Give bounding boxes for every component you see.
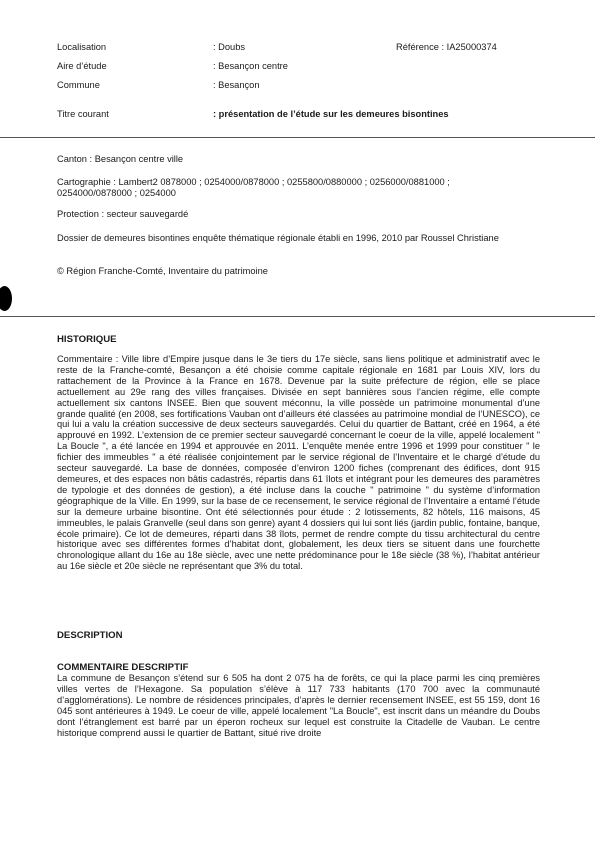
punch-hole [0, 286, 12, 311]
header-divider [0, 137, 595, 138]
cartographie-line: Cartographie : Lambert2 0878000 ; 0254000/0878000 ; 0255800/0880000 ; 0256000/0881000 ; 0254000/0878000 ; 0254000 [57, 177, 450, 198]
titre-courant-value: : présentation de l’étude sur les demeures bisontines [213, 109, 449, 119]
localisation-value: : Doubs [213, 42, 246, 52]
reference-number: Référence : IA25000374 [396, 42, 497, 52]
commune-value: : Besançon [213, 80, 260, 90]
copyright-line: © Région Franche-Comté, Inventaire du patrimoine [57, 266, 268, 276]
dossier-line: Dossier de demeures bisontines enquête thématique régionale établi en 1996, 2010 par Roussel Christiane [57, 233, 499, 243]
description-heading: DESCRIPTION [57, 630, 123, 641]
protection-line: Protection : secteur sauvegardé [57, 209, 189, 219]
localisation-label: Localisation [57, 42, 107, 52]
aire-etude-value: : Besançon centre [213, 61, 288, 71]
meta-divider [0, 316, 595, 317]
aire-etude-label: Aire d’étude [57, 61, 107, 71]
commune-label: Commune [57, 80, 100, 90]
commentaire-descriptif-heading: COMMENTAIRE DESCRIPTIF [57, 662, 189, 673]
commentaire-descriptif-text: La commune de Besançon s’étend sur 6 505 ha dont 2 075 ha de forêts, ce qui la place parmi les cinq premières villes vertes de l’Hexagone. Sa population s’élève à 117 733 habitants (170 700 avec la communauté d’agglomérations). Le nombre de résidences principales, d’après le dernier recensement INSEE, est 55 159, dont 16 045 sont antérieures à 1949. Le coeur de ville, appelé localement "La Boucle", est inscrit dans un méandre du Doubs dont l’étranglement est barré par un éperon rocheux sur lequel est construite la Citadelle de Vauban. Le centre historique comprend aussi le quartier de Battant, situé rive droite [57, 673, 540, 738]
historique-text: Commentaire : Ville libre d’Empire jusque dans le 3e tiers du 17e siècle, sans liens politique et administratif avec le reste de la Franche-comté, Besançon a été choisie comme capitale régionale en 1681 par Louis XIV, lors du rattachement de la Province à la France en 1678. Devenue par la suite préfecture de région, elle se place actuellement au 29e rang des villes françaises. Divisée en sept bannières sous l’ancien régime, elle compte actuellement six cantons INSEE. Bien que souvent méconnu, la ville possède un patrimoine monumental d’une grande qualité (en 2008, ses fortifications Vauban ont d’ailleurs été classées au patrimoine mondial de l’UNESCO), ce qui lui a valu la création successive de deux secteurs sauvegardés. Celui du quartier de Battant, créé en 1964, a été approuvé en 1992. L’extension de ce premier secteur sauvegardé concernant le coeur de la ville, appelé localement " La Boucle ", a été lancée en 1994 et approuvée en 2011. L’enquête menée entre 1996 et 1999 pour constituer " le fichier des immeubles " a été réalisée conjointement par le service régional de l’Inventaire et le chargé d’étude du secteur sauvegardé. La base de données, composée d’environ 1200 fiches (comprenant des édifices, dont 915 demeures, et des espaces non bâtis cadastrés, répartis dans 61 îlots et intégrant pour les demeures des paramètres de typologie et des données de gestion), a été incluse dans la couche " patrimoine " du système d’information géographique de la Ville. En 1999, sur la base de ce recensement, le service régional de l’Inventaire a entamé l’étude sur la demeure urbaine bisontine. Ont été sélectionnés pour étude : 2 lotissements, 82 hôtels, 116 maisons, 45 immeubles, le palais Granvelle (seul dans son genre) ayant 4 dossiers qui lui sont liés (jardin public, fontaine, banque, école primaire). Ce lot de demeures, réparti dans 38 îlots, permet de rendre compte du tissu architectural du centre historique avec ses différentes formes d’habitat dont, globalement, les deux tiers se situent dans une fourchette chronologique allant du 16e au 18e siècle, avec une nette prédominance pour le 18e siècle (38 %), l’habitat antérieur au 16e siècle et 20e siècle ne représentant que 3% du total. [57, 354, 540, 572]
canton-line: Canton : Besançon centre ville [57, 154, 184, 164]
historique-heading: HISTORIQUE [57, 334, 117, 345]
titre-courant-label: Titre courant [57, 109, 109, 119]
